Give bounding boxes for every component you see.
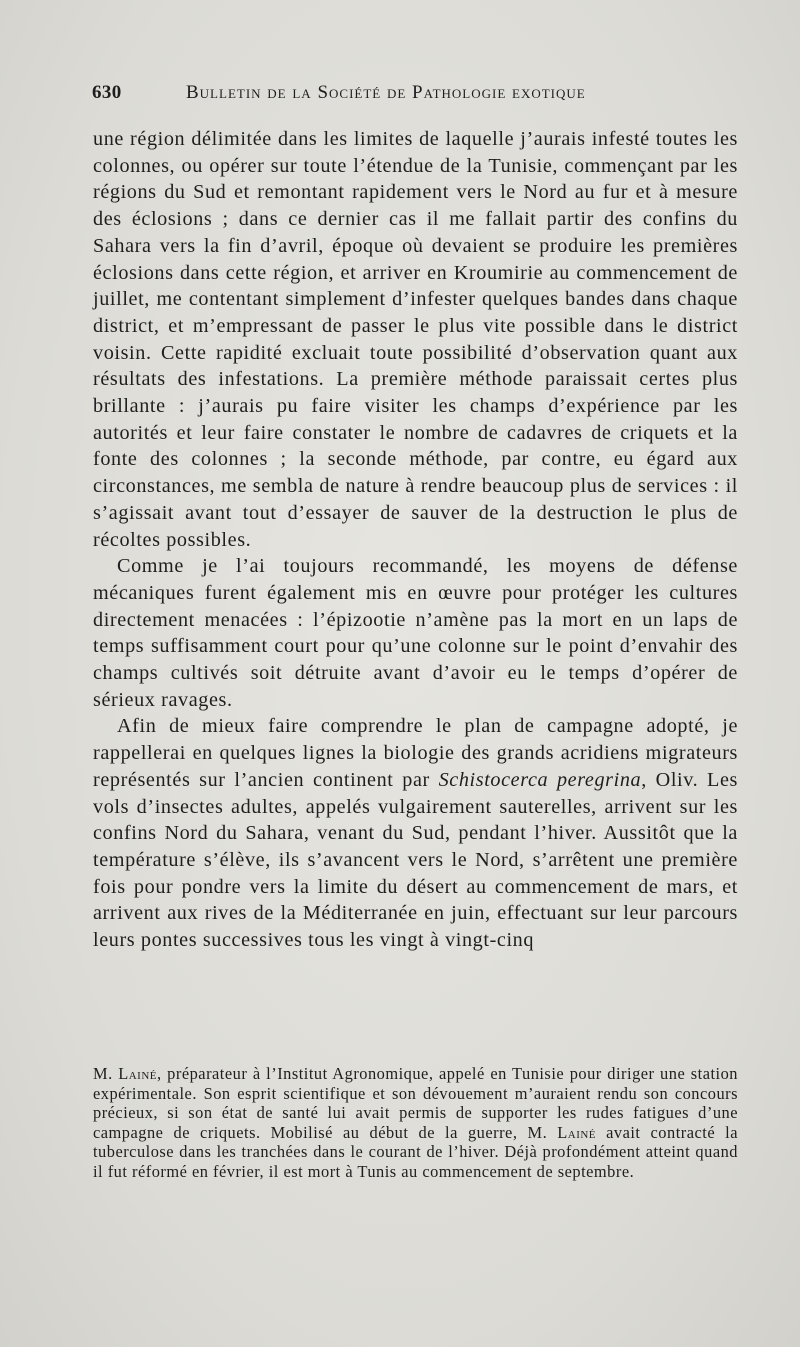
main-text <box>93 126 738 954</box>
footnote-name-2: M. Lainé <box>527 1122 597 1142</box>
footnote <box>93 1064 738 1182</box>
page-header <box>92 82 652 112</box>
paragraph-1: une région délimitée dans les limites de laquelle j’aurais infesté toutes les colonnes, ou opérer sur toute l’étendue de la Tunisie, commençant par les régions du Sud et remontant rapidement vers le Nord au fur et à mesure des éclosions ; dans ce dernier cas il me fallait partir des confins du Sahara vers la fin d’avril, époque où devaient se produire les premières éclosions dans cette région, et arriver en Kroumirie au commencement de juillet, me contentant simplement d’infester quelques bandes dans chaque district, et m’empressant de passer le plus vite possible dans le district voisin. Cette rapidité excluait toute possibilité d’observation quant aux résultats des infestations. La première méthode paraissait certes plus brillante : j’aurais pu faire visiter les champs d’expérience par les autorités et leur faire constater le nombre de cadavres de criquets et la fonte des colonnes ; la seconde méthode, par contre, eu égard aux circonstances, me sembla de nature à rendre beaucoup plus de services : il s’agissait avant tout d’essayer de sauver de la destruction le plus de récoltes possibles. <box>93 128 738 551</box>
paragraph-3-text-b: , Oliv. Les vols d’insectes adultes, appelés vulgairement sauterelles, arrivent sur les confins Nord du Sahara, venant du Sud, pendant l’hiver. Aussitôt que la température s’élève, ils s’avancent vers le Nord, s’arrêtent une première fois pour pondre vers la limite du désert au commencement de mars, et arrivent aux rives de la Méditerranée en juin, effectuant sur leur parcours leurs pontes successives tous les vingt à vingt-cinq <box>93 768 739 952</box>
footnote-text-1: , préparateur à l’Institut Agronomique, appelé en Tunisie pour diriger une station expérimentale. Son esprit scientifique et son dévouement m’auraient rendu son concours précieux, si son état de santé lui avait permis de supporter les rudes fatigues d’une campagne de criquets. Mobilisé au début de la guerre, <box>93 1064 738 1142</box>
footnote-paragraph <box>93 1064 738 1182</box>
paragraph-3 <box>93 713 738 953</box>
page-number: 630 <box>92 82 122 103</box>
running-title: Bulletin de la Société de Pathologie exotique <box>186 82 586 103</box>
paragraph-2: Comme je l’ai toujours recommandé, les moyens de défense mécaniques furent également mis en œuvre pour protéger les cultures directement menacées : l’épizootie n’amène pas la mort en un laps de temps suffisamment court pour qu’une colonne sur le point d’envahir des champs cultivés soit détruite avant d’avoir eu le temps d’opérer de sérieux ravages. <box>93 555 738 711</box>
species-name: Schistocerca peregrina <box>438 768 642 791</box>
footnote-name-1: M. Lainé <box>93 1064 158 1083</box>
footnote-text-2: avait contracté la tuberculose dans les tranchées dans le courant de l’hiver. Déjà profondément atteint quand il fut réformé en février, il est mort à Tunis au commencement de septembre. <box>93 1122 738 1181</box>
paragraph-3-text-a: Afin de mieux faire comprendre le plan de campagne adopté, je rappellerai en quelques lignes la biologie des grands acridiens migrateurs représentés sur l’ancien continent par <box>93 715 738 791</box>
